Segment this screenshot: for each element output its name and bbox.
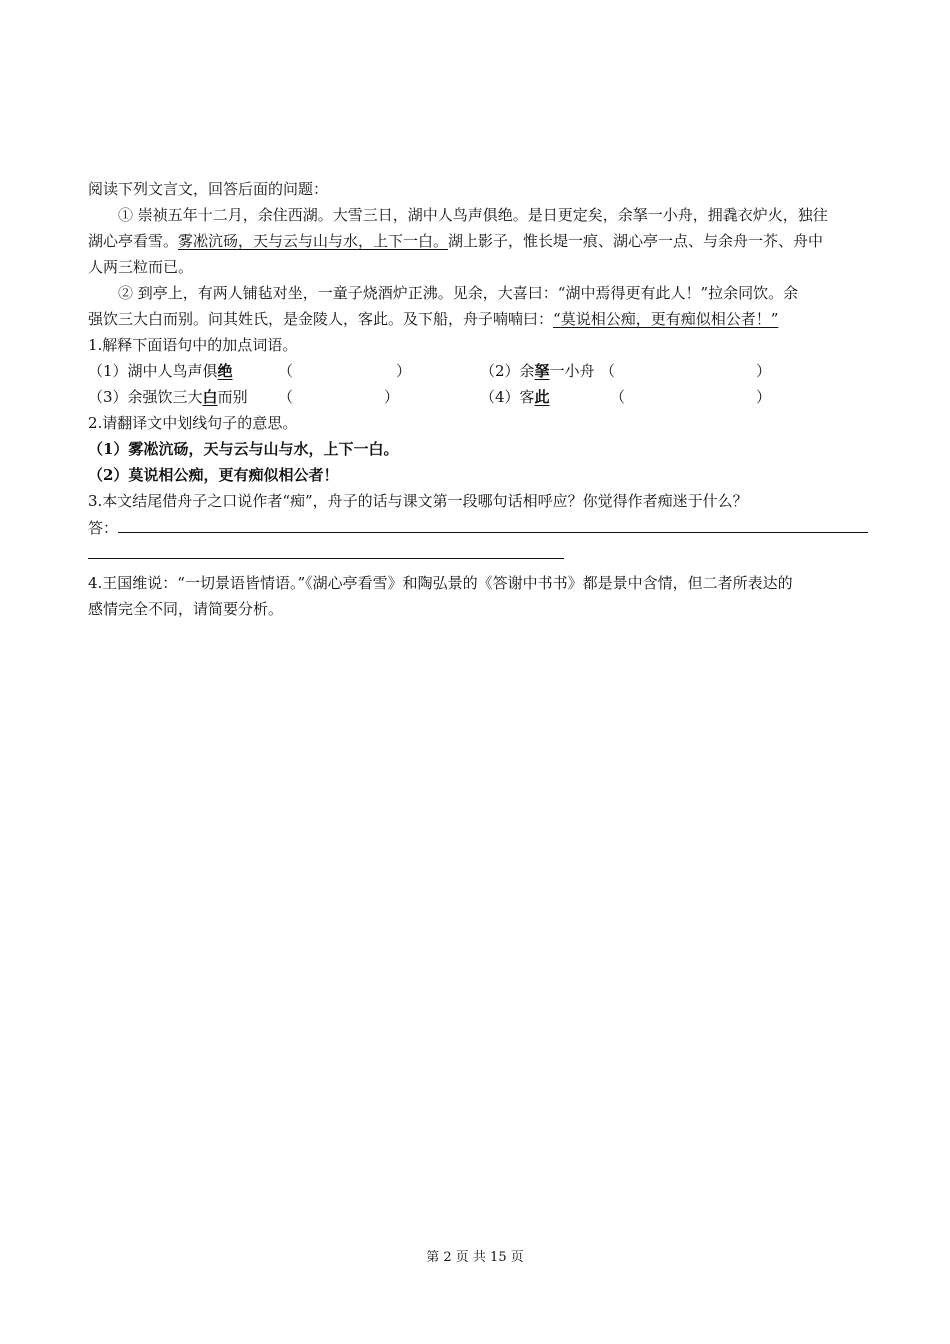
answer-paren-open: （ [278,388,294,406]
question-3-title: 3.本文结尾借舟子之口说作者“痴”，舟子的话与课文第一段哪句话相呼应？你觉得作者痴迷于什么？ [88,492,748,510]
answer-line-1[interactable] [118,514,868,533]
translate-sentence-1: （1）雾凇沆砀，天与云与山与水，上下一白。 [88,440,399,458]
paragraph-1-text: 湖上影子，惟长堤一痕、湖心亭一点、与余舟一芥、舟中 [448,232,824,250]
paragraph-1-line-3: 人两三粒而已。 [88,258,194,276]
dotted-word: 白 [202,388,218,406]
question-1-row-1 [88,358,868,384]
page-footer: 第 2 页 共 15 页 [426,1250,524,1265]
paragraph-2-line-1: ② 到亭上，有两人铺毡对坐，一童子烧酒炉正沸。见余，大喜曰：“湖中焉得更有此人！”拉余同饮。余 [118,284,799,302]
answer-paren-open: （ [610,388,626,406]
dotted-word: 绝 [217,362,233,380]
answer-paren-close: ） [396,362,412,380]
question-1-item-1: （1）湖中人鸟声俱绝 [88,362,233,380]
paragraph-1-text: 湖心亭看雪。 [88,232,179,250]
answer-paren-close: ） [384,388,400,406]
question-1-item-2: （2）余拏一小舟 [480,362,595,380]
underlined-sentence-2: 莫说相公痴，更有痴似相公者！ [560,310,771,328]
answer-paren-close: ） [756,388,772,406]
question-1-item-4: （4）客此 [480,388,550,406]
question-1-item-3: （3）余强饮三大白而别 [88,388,248,406]
answer-paren-open: （ [600,362,616,380]
underlined-quote-open: “ [553,310,561,328]
question-2-title: 2.请翻译文中划线句子的意思。 [88,414,298,432]
question-1-title: 1.解释下面语句中的加点词语。 [88,336,298,354]
answer-label: 答： [88,519,119,537]
dotted-word: 拏 [534,362,550,380]
question-content [88,176,868,622]
passage-intro: 阅读下列文言文，回答后面的问题： [88,180,329,198]
dotted-word: 此 [534,388,550,406]
question-1-row-2 [88,384,868,410]
underlined-sentence-1: 雾凇沆砀，天与云与山与水，上下一白。 [178,232,449,250]
answer-paren-close: ） [756,362,772,380]
paragraph-2-text: 强饮三大白而别。问其姓氏，是金陵人，客此。及下船，舟子喃喃曰： [88,310,554,328]
paragraph-1-line-1: ① 崇祯五年十二月，余住西湖。大雪三日，湖中人鸟声俱绝。是日更定矣，余拏一小舟，拥毳衣炉火，独往 [118,206,828,224]
translate-sentence-2: （2）莫说相公痴，更有痴似相公者！ [88,466,339,484]
question-4-line-2: 感情完全不同，请简要分析。 [88,600,284,618]
underlined-quote-close: ” [770,310,779,328]
answer-row-2 [88,540,868,566]
answer-paren-open: （ [278,362,294,380]
paragraph-1-line-2 [88,228,868,254]
answer-line-2[interactable] [88,540,564,559]
answer-row [88,514,868,540]
question-4-line-1: 4.王国维说：“一切景语皆情语。”《湖心亭看雪》和陶弘景的《答谢中书书》都是景中含情，但二者所表达的 [88,574,793,592]
paragraph-2-line-2 [88,306,868,332]
